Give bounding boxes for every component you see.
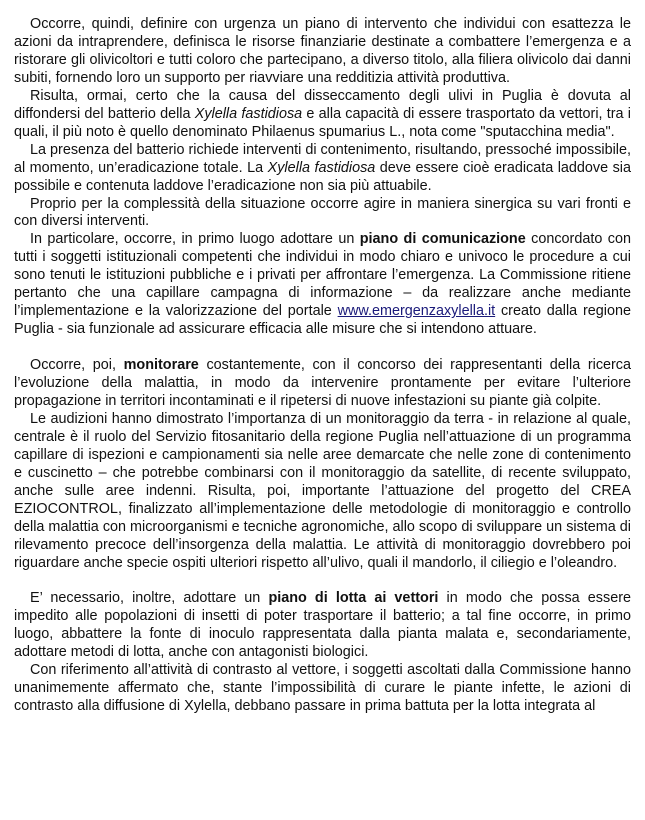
- paragraph-text: In particolare, occorre, in primo luogo adottare un: [30, 231, 360, 248]
- paragraph-contrasto-vettore: Con riferimento all’attività di contrasto al vettore, i soggetti ascoltati dalla Commissione hanno unanimemente affermato che, stante l’impossibilità di curare le piante infette, le azioni di contrasto alla diffusione di Xylella, debbano passare in prima battuta per la lotta integrata al: [14, 662, 631, 715]
- species-name-italic: Xylella fastidiosa: [194, 105, 303, 122]
- paragraph-text: concordato con tutti i soggetti istituzionali competenti che individui in modo chiaro e univoco le procedure a cui sono tenuti le istituzioni pubbliche e i privati per affrontare l’emergenza. La Commissione ritiene pertanto che una capillare campagna di informazione – da realizzare anche mediante l’implementazione e la valorizzazione del portale: [14, 231, 631, 320]
- paragraph-text: Occorre, poi,: [30, 357, 124, 374]
- paragraph-text: costantemente, con il concorso dei rappresentanti della ricerca l’evoluzione della malattia, in modo da intervenire prontamente per evitare l’ulteriore propagazione in territori incontaminati e il ripetersi di nuove infestazioni su piante già colpite.: [14, 357, 632, 409]
- paragraph-monitorare: [14, 357, 631, 411]
- paragraph-complessita: Proprio per la complessità della situazione occorre agire in maniera sinergica su vari fronti e con diversi interventi.: [14, 195, 631, 230]
- paragraph-contenimento: [14, 142, 631, 196]
- document-page: [14, 16, 631, 716]
- paragraph-text: deve essere cioè eradicata laddove sia possibile e contenuta laddove l’eradicazione non sia più attuabile.: [14, 159, 631, 194]
- paragraph-text: creato dalla regione Puglia - sia funzionale ad assicurare efficacia alle misure che si intendono attuare.: [14, 303, 631, 338]
- paragraph-text: E’ necessario, inoltre, adottare un: [30, 590, 269, 607]
- paragraph-piano-intervento: Occorre, quindi, definire con urgenza un piano di intervento che individui con esattezza le azioni da intraprendere, definisca le risorse finanziarie destinate a combattere l’emergenza e a ristorare gli olivicoltori e tutti coloro che partecipano, a diverso titolo, alla filiera olivicolo dai danni subiti, fornendo loro un supporto per riavviare una redditizia attività produttiva.: [14, 16, 631, 86]
- bold-term: piano di lotta ai vettori: [268, 590, 439, 607]
- paragraph-text: in modo che possa essere impedito alle popolazioni di insetti di poter trasportare il batterio; a tal fine occorre, in primo luogo, abbattere la fonte di inoculo rappresentata dalla pianta malata e, secondariamente, adottare metodi di lotta, anche con antagonisti biologici.: [14, 590, 631, 661]
- bold-term: piano di comunicazione: [359, 231, 526, 248]
- portal-link[interactable]: www.emergenzaxylella.it: [337, 303, 496, 320]
- paragraph-text: La presenza del batterio richiede interventi di contenimento, risultando, pressoché impossibile, al momento, un’eradicazione totale. La: [14, 141, 631, 176]
- paragraph-piano-comunicazione: [14, 231, 631, 339]
- paragraph-text: Risulta, ormai, certo che la causa del disseccamento degli ulivi in Puglia è dovuta al diffondersi del batterio della: [14, 87, 631, 122]
- paragraph-audizioni: Le audizioni hanno dimostrato l’importanza di un monitoraggio da terra - in relazione al quale, centrale è il ruolo del Servizio fitosanitario della regione Puglia nell’attuazione di un programma capillare di ispezioni e campionamenti sia nelle aree demarcate che nelle zone di contenimento e cuscinetto – che potrebbe combinarsi con il monitoraggio da satellite, di recente sviluppato, anche sulle aree indenni. Risulta, poi, importante l’attuazione del progetto del CREA EZIOCONTROL, finalizzato all’implementazione delle metodologie di monitoraggio e controllo della malattia con microorganismi e tecniche agronomiche, allo scopo di sviluppare un sistema di rilevamento precoce dell’insorgenza della malattia. Le attività di monitoraggio dovrebbero poi riguardare anche specie ospiti ulteriori rispetto all’ulivo, quali il mandorlo, il ciliegio e l’oleandro.: [14, 410, 631, 571]
- bold-term: monitorare: [123, 357, 199, 374]
- paragraph-lotta-vettori: [14, 590, 631, 662]
- paragraph-causa-disseccamento: [14, 88, 631, 142]
- species-name-italic: Xylella fastidiosa: [267, 159, 376, 176]
- paragraph-text: e alla capacità di essere trasportato da vettori, tra i quali, il più noto è quello denominato Philaenus spumarius L., nota come "sputacchina media".: [14, 105, 631, 140]
